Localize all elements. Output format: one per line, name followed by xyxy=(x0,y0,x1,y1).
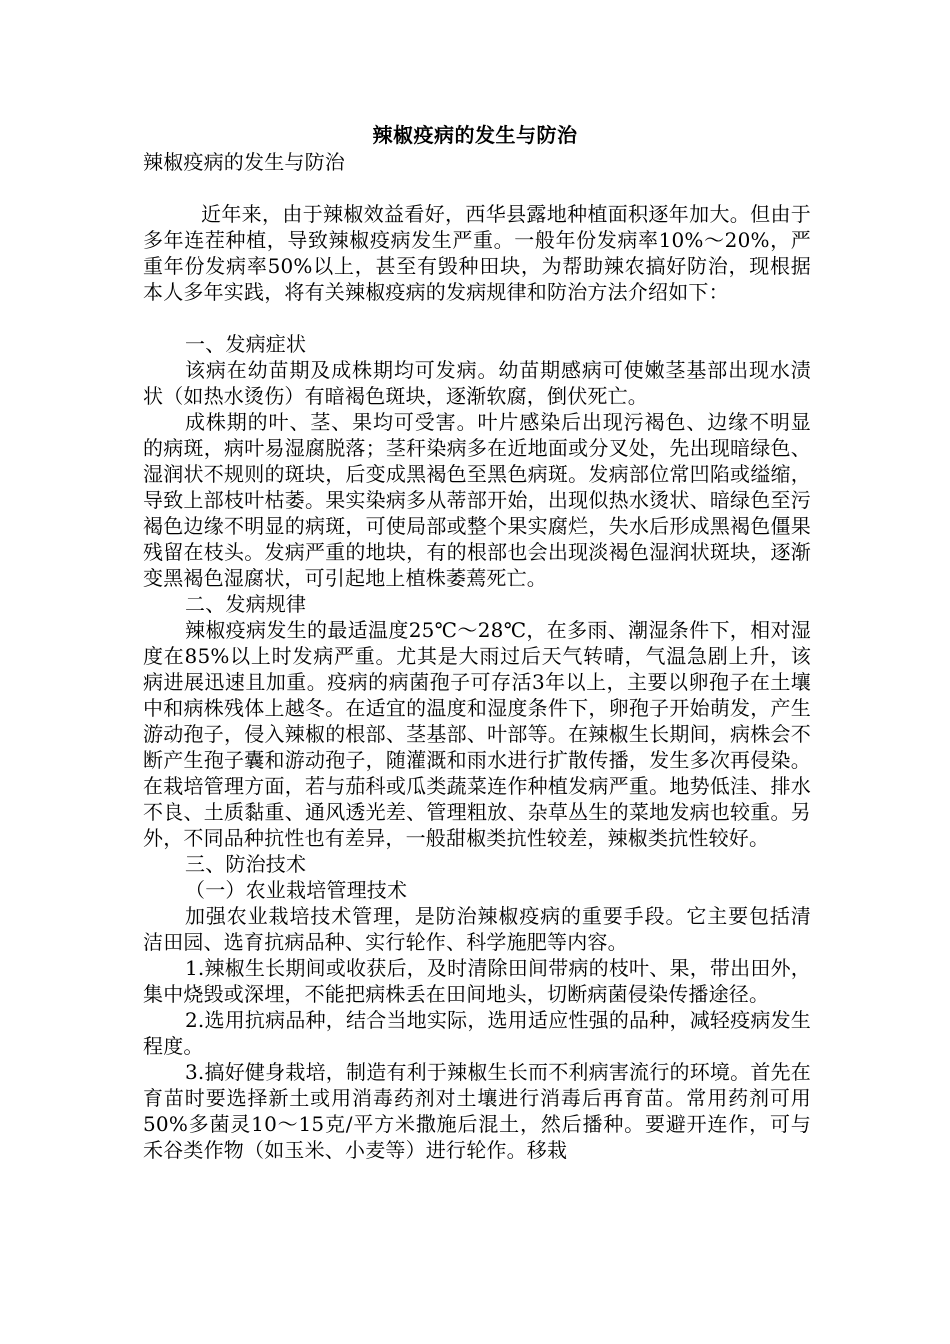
list-item-2: 2.选用抗病品种，结合当地实际，选用适应性强的品种，减轻疫病发生程度。 xyxy=(143,1008,811,1058)
subsection-heading-agricultural: （一）农业栽培管理技术 xyxy=(185,878,408,902)
document-title: 辣椒疫病的发生与防治 xyxy=(372,123,578,147)
paragraph-symptoms-adult: 成株期的叶、茎、果均可受害。叶片感染后出现污褐色、边缘不明显的病斑，病叶易湿腐脱落；茎秆染病多在近地面或分叉处，先出现暗绿色、湿润状不规则的斑块，后变成黑褐色至黑色病斑。发病部位常凹陷或缢缩，导致上部枝叶枯萎。果实染病多从蒂部开始，出现似热水烫状、暗绿色至污褐色边缘不明显的病斑，可使局部或整个果实腐烂，失水后形成黑褐色僵果残留在枝头。发病严重的地块，有的根部也会出现淡褐色湿润状斑块，逐渐变黑褐色湿腐状，可引起地上植株萎蔫死亡。 xyxy=(143,410,811,590)
intro-paragraph: 近年来，由于辣椒效益看好，西华县露地种植面积逐年加大。但由于多年连茬种植，导致辣椒疫病发生严重。一般年份发病率10%～20%，严重年份发病率50%以上，甚至有毁种田块，为帮助辣农搞好防治，现根据本人多年实践，将有关辣椒疫病的发病规律和防治方法介绍如下： xyxy=(143,202,811,304)
section-heading-symptoms: 一、发病症状 xyxy=(185,332,307,356)
section-heading-patterns: 二、发病规律 xyxy=(185,592,307,616)
document-body xyxy=(143,149,811,1163)
paragraph-agricultural-intro: 加强农业栽培技术管理，是防治辣椒疫病的重要手段。它主要包括清洁田园、选育抗病品种、实行轮作、科学施肥等内容。 xyxy=(143,904,811,954)
section-heading-control: 三、防治技术 xyxy=(185,852,307,876)
list-item-3: 3.搞好健身栽培，制造有利于辣椒生长而不利病害流行的环境。首先在育苗时要选择新土或用消毒药剂对土壤进行消毒后再育苗。常用药剂可用50%多菌灵10～15克/平方米撒施后混土，然后播种。要避开连作，可与禾谷类作物（如玉米、小麦等）进行轮作。移栽 xyxy=(143,1060,811,1162)
document-subtitle: 辣椒疫病的发生与防治 xyxy=(143,150,345,174)
paragraph-patterns: 辣椒疫病发生的最适温度25℃～28℃，在多雨、潮湿条件下，相对湿度在85%以上时发病严重。尤其是大雨过后天气转晴，气温急剧上升，该病进展迅速且加重。疫病的病菌孢子可存活3年以上，主要以卵孢子在土壤中和病株残体上越冬。在适宜的温度和湿度条件下，卵孢子开始萌发，产生游动孢子，侵入辣椒的根部、茎基部、叶部等。在辣椒生长期间，病株会不断产生孢子囊和游动孢子，随灌溉和雨水进行扩散传播，发生多次再侵染。在栽培管理方面，若与茄科或瓜类蔬菜连作种植发病严重。地势低洼、排水不良、土质黏重、通风透光差、管理粗放、杂草丛生的菜地发病也较重。另外，不同品种抗性也有差异，一般甜椒类抗性较差，辣椒类抗性较好。 xyxy=(143,618,811,850)
list-item-1: 1.辣椒生长期间或收获后，及时清除田间带病的枝叶、果，带出田外，集中烧毁或深埋，不能把病株丢在田间地头，切断病菌侵染传播途径。 xyxy=(143,956,811,1006)
paragraph-symptoms-seedling: 该病在幼苗期及成株期均可发病。幼苗期感病可使嫩茎基部出现水渍状（如热水烫伤）有暗褐色斑块，逐渐软腐，倒伏死亡。 xyxy=(143,358,811,408)
